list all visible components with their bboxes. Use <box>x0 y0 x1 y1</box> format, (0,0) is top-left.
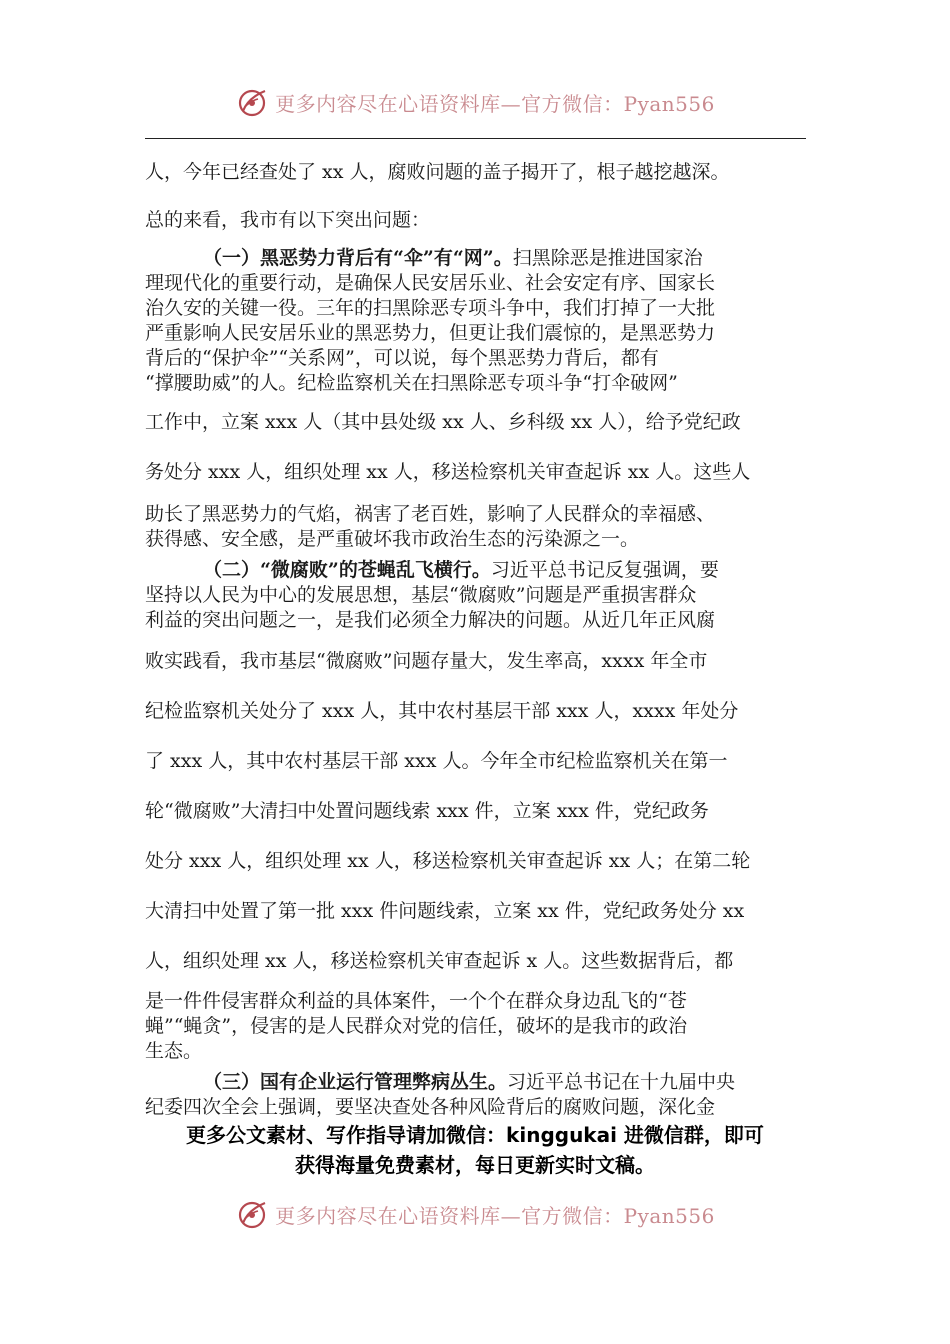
text-line: 纪检监察机关处分了 xxx 人，其中农村基层干部 xxx 人，xxxx 年处分 <box>145 700 739 722</box>
section-1-first-line <box>145 246 805 271</box>
paragraph-section-2 <box>145 558 805 1064</box>
text-line: 人，今年已经查处了 xx 人，腐败问题的盖子揭开了，根子越挖越深。 <box>145 161 730 183</box>
text-line: 人，组织处理 xx 人，移送检察机关审查起诉 x 人。这些数据背后，都 <box>145 950 734 972</box>
footer-brand <box>0 1194 950 1234</box>
section-1-heading: （一）黑恶势力背后有“伞”有“网”。 <box>203 247 513 269</box>
header-brand-text: 更多内容尽在心语资料库—官方微信：Pyan556 <box>275 91 715 116</box>
text-span: 习近平总书记在十九届中央 <box>507 1071 736 1093</box>
paragraph-section-3 <box>145 1070 805 1120</box>
text-line: 败实践看，我市基层“微腐败”问题存量大，发生率高，xxxx 年全市 <box>145 650 708 672</box>
text-span: 习近平总书记反复强调，要 <box>490 559 719 581</box>
text-line: 是一件件侵害群众利益的具体案件，一个个在群众身边乱飞的“苍 <box>145 990 687 1012</box>
text-line: 坚持以人民为中心的发展思想，基层“微腐败”问题是严重损害群众 <box>145 584 697 606</box>
text-line: 背后的“保护伞”“关系网”，可以说，每个黑恶势力背后，都有 <box>145 347 659 369</box>
document-body <box>145 148 805 1120</box>
promo-line: 获得海量免费素材，每日更新实时文稿。 <box>295 1153 655 1177</box>
promo-notice <box>145 1120 805 1180</box>
paragraph-section-1 <box>145 246 805 552</box>
text-line: “撑腰助威”的人。纪检监察机关在扫黑除恶专项斗争“打伞破网” <box>145 372 678 394</box>
text-line: 了 xxx 人，其中农村基层干部 xxx 人。今年全市纪检监察机关在第一 <box>145 750 728 772</box>
section-2-heading: （二）“微腐败”的苍蝇乱飞横行。 <box>203 559 491 581</box>
text-line: 处分 xxx 人，组织处理 xx 人，移送检察机关审查起诉 xx 人；在第二轮 <box>145 850 751 872</box>
text-line: 总的来看，我市有以下突出问题： <box>145 209 431 231</box>
text-line: 务处分 xxx 人，组织处理 xx 人，移送检察机关审查起诉 xx 人。这些人 <box>145 461 751 483</box>
section-2-first-line <box>145 558 805 583</box>
header-divider <box>145 138 806 139</box>
text-line: 工作中，立案 xxx 人（其中县处级 xx 人、乡科级 xx 人），给予党纪政 <box>145 411 741 433</box>
text-line: 获得感、安全感，是严重破坏我市政治生态的污染源之一。 <box>145 528 640 550</box>
section-3-heading: （三）国有企业运行管理弊病丛生。 <box>203 1071 508 1093</box>
brand-logo-icon <box>235 85 269 119</box>
text-line: 治久安的关键一役。三年的扫黑除恶专项斗争中，我们打掉了一大批 <box>145 297 716 319</box>
promo-line: 更多公文素材、写作指导请加微信：kinggukai 进微信群，即可 <box>186 1123 764 1147</box>
paragraph-intro <box>145 148 805 244</box>
brand-logo-icon <box>235 1197 269 1231</box>
section-3-first-line <box>145 1070 805 1095</box>
text-line: 纪委四次全会上强调，要坚决查处各种风险背后的腐败问题，深化金 <box>145 1096 716 1118</box>
header-brand <box>0 82 950 122</box>
text-line: 助长了黑恶势力的气焰，祸害了老百姓，影响了人民群众的幸福感、 <box>145 503 716 525</box>
text-line: 利益的突出问题之一，是我们必须全力解决的问题。从近几年正风腐 <box>145 609 716 631</box>
text-line: 蝇”“蝇贪”，侵害的是人民群众对党的信任，破坏的是我市的政治 <box>145 1015 688 1037</box>
text-span: 扫黑除恶是推进国家治 <box>512 247 703 269</box>
text-line: 生态。 <box>145 1040 203 1062</box>
text-line: 理现代化的重要行动，是确保人民安居乐业、社会安定有序、国家长 <box>145 272 716 294</box>
text-line: 大清扫中处置了第一批 xxx 件问题线索，立案 xx 件，党纪政务处分 xx <box>145 900 745 922</box>
text-line: 严重影响人民安居乐业的黑恶势力，但更让我们震惊的，是黑恶势力 <box>145 322 716 344</box>
footer-brand-text: 更多内容尽在心语资料库—官方微信：Pyan556 <box>275 1203 715 1228</box>
text-line: 轮“微腐败”大清扫中处置问题线索 xxx 件，立案 xxx 件，党纪政务 <box>145 800 709 822</box>
